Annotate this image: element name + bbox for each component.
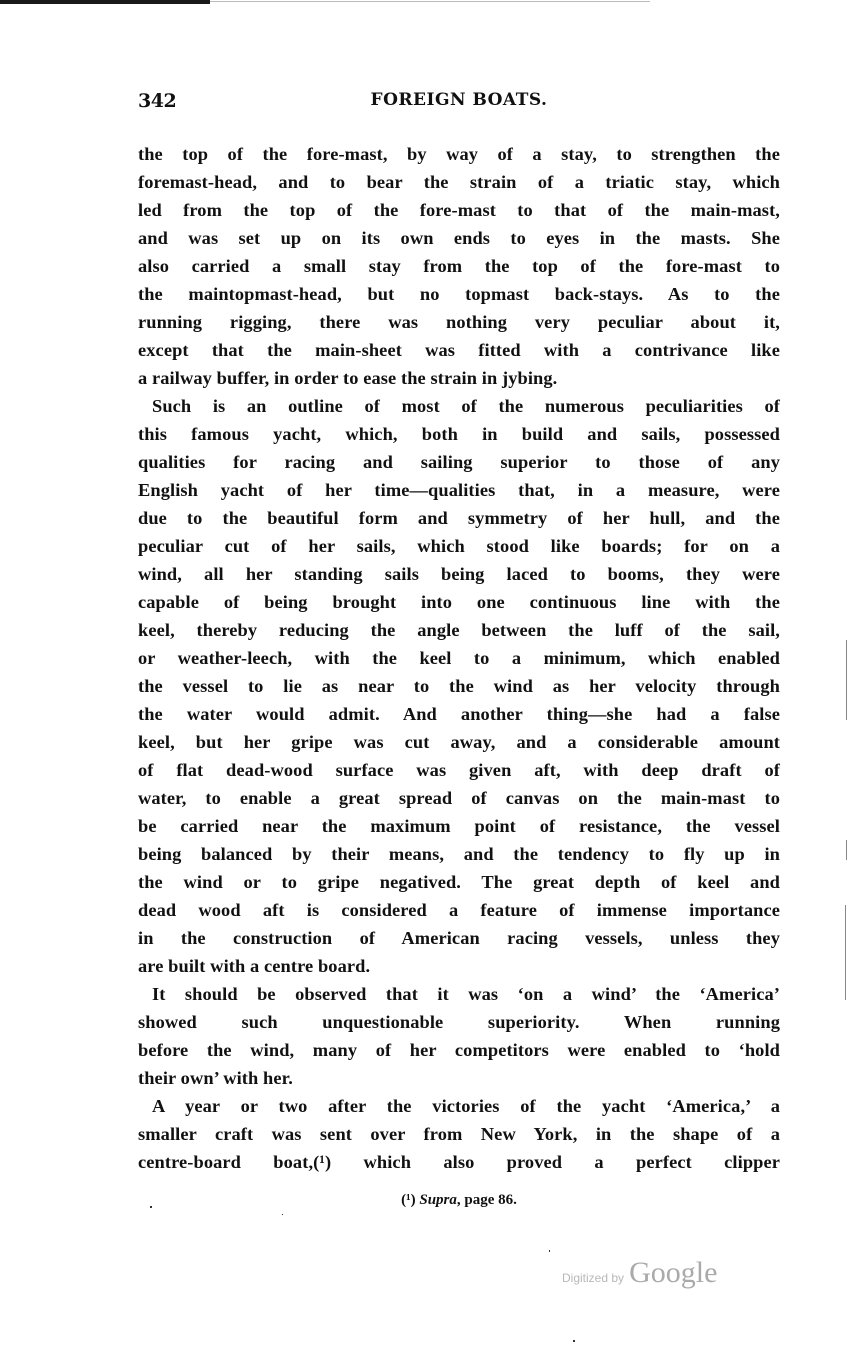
text-line: peculiar cut of her sails, which stood like boards; for on a — [138, 536, 780, 556]
footnote — [138, 1192, 780, 1209]
text-line: wind, all her standing sails being laced to booms, they were — [138, 564, 780, 584]
footnote-marker: (¹) — [401, 1192, 416, 1208]
page-number: 342 — [138, 90, 177, 112]
text-line: are built with a centre board. — [138, 956, 371, 976]
text-line: foremast-head, and to bear the strain of a triatic stay, which — [138, 172, 780, 192]
text-line: led from the top of the fore-mast to that of the main-mast, — [138, 200, 780, 220]
text-line: water, to enable a great spread of canvas on the main-mast to — [138, 788, 780, 808]
paragraph-start: A year or two after the victories of the yacht ‘America,’ a — [152, 1096, 780, 1116]
scan-edge-line — [210, 1, 650, 2]
text-line: of flat dead-wood surface was given aft, with deep draft of — [138, 760, 780, 780]
text-line: their own’ with her. — [138, 1068, 293, 1088]
scan-edge-mark — [845, 905, 846, 1000]
paragraph-start: Such is an outline of most of the numerous peculiarities of — [152, 396, 780, 416]
text-line: due to the beautiful form and symmetry of her hull, and the — [138, 508, 780, 528]
text-line: capable of being brought into one continuous line with the — [138, 592, 780, 612]
text-line: in the construction of American racing vessels, unless they — [138, 928, 780, 948]
scan-speck — [282, 1214, 283, 1215]
body-text — [138, 140, 780, 1176]
text-line: the wind or to gripe negatived. The great depth of keel and — [138, 872, 780, 892]
text-line: the maintopmast-head, but no topmast back-stays. As to the — [138, 284, 780, 304]
text-line: English yacht of her time—qualities that, in a measure, were — [138, 480, 780, 500]
scan-speck — [573, 1340, 575, 1342]
text-line: running rigging, there was nothing very peculiar about it, — [138, 312, 780, 332]
text-line: dead wood aft is considered a feature of immense importance — [138, 900, 780, 920]
text-line: and was set up on its own ends to eyes in the masts. She — [138, 228, 780, 248]
text-line: smaller craft was sent over from New York, in the shape of a — [138, 1124, 780, 1144]
text-line: the top of the fore-mast, by way of a stay, to strengthen the — [138, 144, 780, 164]
footnote-text: , page 86. — [456, 1192, 517, 1208]
text-line: or weather-leech, with the keel to a minimum, which enabled — [138, 648, 780, 668]
scan-edge-bar — [0, 0, 210, 4]
text-line: be carried near the maximum point of resistance, the vessel — [138, 816, 780, 836]
text-line: keel, but her gripe was cut away, and a considerable amount — [138, 732, 780, 752]
paragraph-start: It should be observed that it was ‘on a wind’ the ‘America’ — [152, 984, 780, 1004]
scan-edge-mark — [846, 640, 847, 720]
running-head: FOREIGN BOATS. — [370, 90, 548, 110]
google-logo-text: Google — [629, 1256, 718, 1289]
text-line: this famous yacht, which, both in build and sails, possessed — [138, 424, 780, 444]
footnote-italic: Supra — [419, 1192, 457, 1208]
text-line: centre-board boat,(¹) which also proved a perfect clipper — [138, 1152, 780, 1172]
text-line: except that the main-sheet was fitted with a contrivance like — [138, 340, 780, 360]
watermark-prefix: Digitized by — [562, 1271, 625, 1285]
text-line: qualities for racing and sailing superior to those of any — [138, 452, 780, 472]
text-line: keel, thereby reducing the angle between the luff of the sail, — [138, 620, 780, 640]
text-line: being balanced by their means, and the tendency to fly up in — [138, 844, 780, 864]
digitized-watermark — [562, 1256, 717, 1290]
text-line: the vessel to lie as near to the wind as her velocity through — [138, 676, 780, 696]
text-line: showed such unquestionable superiority. When running — [138, 1012, 780, 1032]
text-line: also carried a small stay from the top of the fore-mast to — [138, 256, 780, 276]
text-line: the water would admit. And another thing—she had a false — [138, 704, 780, 724]
page-header — [138, 90, 780, 118]
scan-speck — [150, 1206, 152, 1208]
scan-edge-mark — [846, 840, 847, 860]
text-line: before the wind, many of her competitors were enabled to ‘hold — [138, 1040, 780, 1060]
text-line: a railway buffer, in order to ease the strain in jybing. — [138, 368, 558, 388]
scan-speck — [549, 1250, 550, 1252]
